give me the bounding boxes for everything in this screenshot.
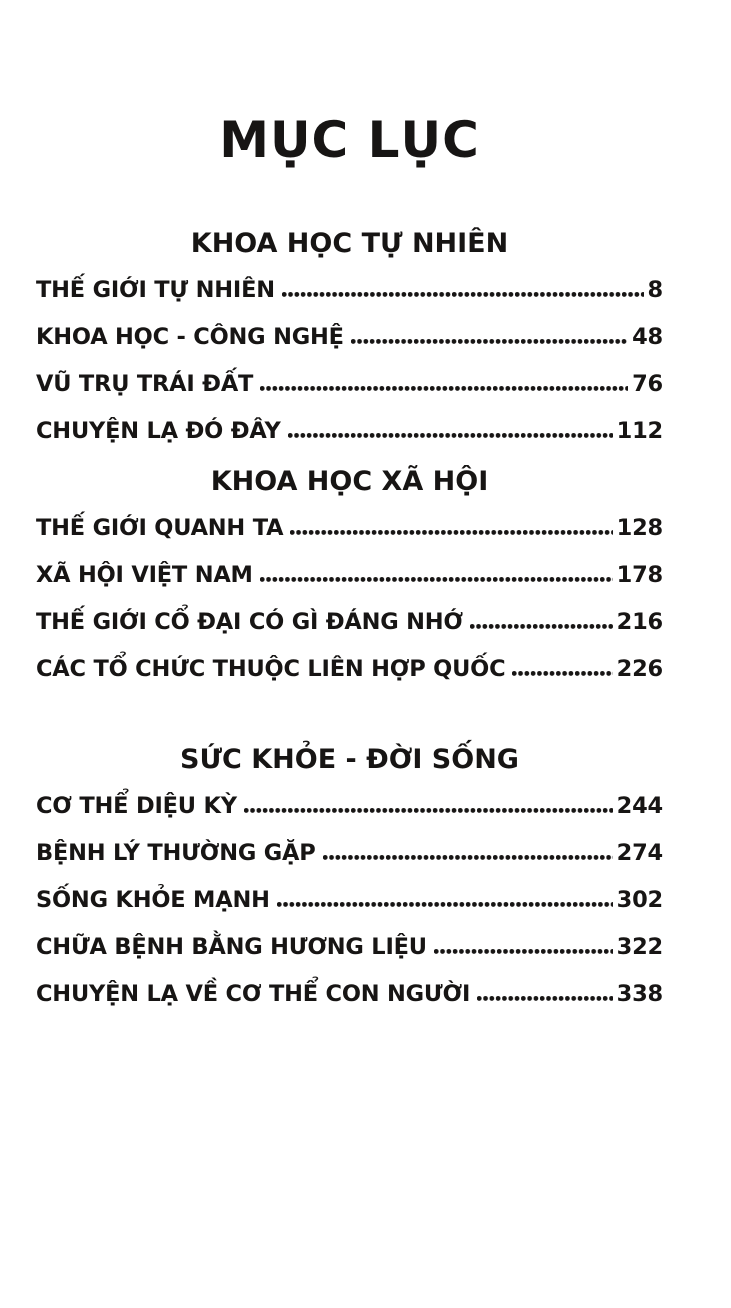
toc-entry-label: XÃ HỘI VIỆT NAM <box>36 562 253 588</box>
toc-row <box>36 361 663 408</box>
toc-entry-page-number: 128 <box>616 515 663 541</box>
toc-row <box>36 314 663 361</box>
dotted-leader <box>260 577 613 582</box>
toc-entry-page-number: 274 <box>616 840 663 866</box>
toc-row <box>36 830 663 877</box>
toc-entry-page-number: 112 <box>616 418 663 444</box>
toc-entry-label: KHOA HỌC - CÔNG NGHỆ <box>36 324 344 350</box>
toc-section <box>36 227 663 455</box>
dotted-leader <box>288 433 613 438</box>
toc-row <box>36 646 663 693</box>
dotted-leader <box>290 530 612 535</box>
toc-entry-page-number: 8 <box>647 277 663 303</box>
toc-entry-label: CƠ THỂ DIỆU KỲ <box>36 793 237 819</box>
toc-row <box>36 877 663 924</box>
toc-row <box>36 408 663 455</box>
toc-entry-page-number: 244 <box>616 793 663 819</box>
section-heading: KHOA HỌC TỰ NHIÊN <box>190 228 509 259</box>
section-heading: KHOA HỌC XÃ HỘI <box>210 466 489 497</box>
section-rows <box>36 505 663 693</box>
dotted-leader <box>244 808 613 813</box>
toc-entry-label: VŨ TRỤ TRÁI ĐẤT <box>36 371 254 397</box>
toc-entry-label: THẾ GIỚI CỔ ĐẠI CÓ GÌ ĐÁNG NHỚ <box>36 609 463 635</box>
toc-entry-label: SỐNG KHỎE MẠNH <box>36 887 270 913</box>
toc-entry-label: CHỮA BỆNH BẰNG HƯƠNG LIỆU <box>36 934 427 960</box>
toc-entry-page-number: 338 <box>616 981 663 1007</box>
toc-row <box>36 599 663 646</box>
toc-entry-label: THẾ GIỚI QUANH TA <box>36 515 284 541</box>
toc-sections <box>36 227 663 1018</box>
toc-section <box>36 743 663 1018</box>
toc-entry-page-number: 178 <box>616 562 663 588</box>
section-rows <box>36 783 663 1018</box>
toc-row <box>36 267 663 314</box>
dotted-leader <box>512 671 612 676</box>
toc-entry-label: CÁC TỔ CHỨC THUỘC LIÊN HỢP QUỐC <box>36 656 506 682</box>
toc-entry-page-number: 302 <box>616 887 663 913</box>
page-title: MỤC LỤC <box>219 111 480 169</box>
toc-page <box>0 108 731 1308</box>
toc-entry-page-number: 76 <box>632 371 663 397</box>
toc-entry-label: CHUYỆN LẠ ĐÓ ĐÂY <box>36 418 281 444</box>
toc-entry-page-number: 226 <box>616 656 663 682</box>
toc-row <box>36 924 663 971</box>
dotted-leader <box>470 624 613 629</box>
section-heading: SỨC KHỎE - ĐỜI SỐNG <box>180 744 519 775</box>
dotted-leader <box>351 339 628 344</box>
toc-row <box>36 505 663 552</box>
toc-entry-page-number: 216 <box>616 609 663 635</box>
toc-entry-page-number: 322 <box>616 934 663 960</box>
toc-entry-label: BỆNH LÝ THƯỜNG GẶP <box>36 840 316 866</box>
dotted-leader <box>434 949 613 954</box>
toc-row <box>36 552 663 599</box>
toc-section <box>36 465 663 693</box>
dotted-leader <box>277 902 613 907</box>
toc-row <box>36 783 663 830</box>
toc-row <box>36 971 663 1018</box>
toc-entry-label: CHUYỆN LẠ VỀ CƠ THỂ CON NGƯỜI <box>36 981 471 1007</box>
toc-entry-page-number: 48 <box>632 324 663 350</box>
dotted-leader <box>477 996 612 1001</box>
toc-entry-label: THẾ GIỚI TỰ NHIÊN <box>36 277 275 303</box>
dotted-leader <box>260 386 628 391</box>
dotted-leader <box>323 855 613 860</box>
section-rows <box>36 267 663 455</box>
dotted-leader <box>282 292 644 297</box>
